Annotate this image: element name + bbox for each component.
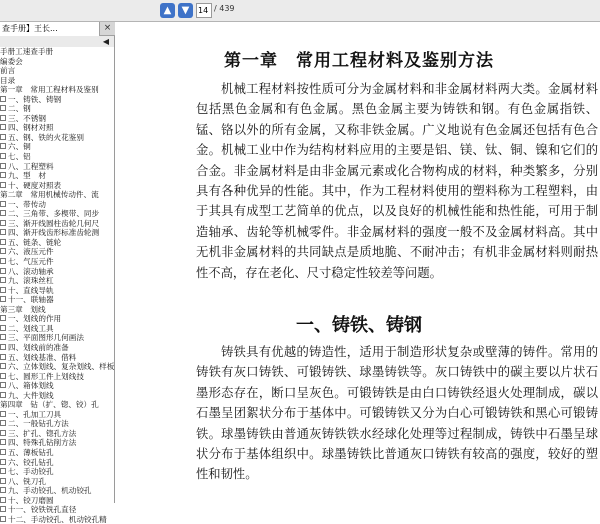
bookmark-page-icon (0, 478, 6, 484)
bookmark-page-icon (0, 296, 6, 302)
bookmark-label: 一、带传动 (8, 199, 46, 209)
bookmark-item[interactable] (0, 295, 114, 305)
bookmark-item[interactable] (0, 458, 114, 468)
bookmark-item[interactable] (0, 104, 114, 114)
bookmark-label: 九、大件划线 (8, 390, 54, 400)
bookmark-label: 十、直线导轨 (8, 285, 54, 295)
bookmark-page-icon (0, 153, 6, 159)
bookmark-item[interactable] (0, 505, 114, 515)
bookmark-label: 七、手动铰孔 (8, 467, 54, 477)
bookmark-label: 八、滚动轴承 (8, 266, 54, 276)
bookmark-label: 第四章 钻（扩、锪、铰）孔 (0, 400, 99, 410)
bookmark-label: 六、液压元件 (8, 247, 54, 257)
arrow-up-icon: ▲ (163, 5, 172, 16)
bookmark-item[interactable] (0, 57, 114, 67)
bookmark-label: 十一、铰铁铣孔直径 (8, 505, 77, 515)
bookmark-label: 八、铣刀孔 (8, 476, 46, 486)
bookmark-label: 第三章 划线 (0, 304, 46, 314)
bookmark-page-icon (0, 277, 6, 283)
bookmark-item[interactable] (0, 438, 114, 448)
bookmark-item[interactable] (0, 410, 114, 420)
bookmark-page-icon (0, 439, 6, 445)
bookmark-tab[interactable]: 查手册】王长... (0, 22, 100, 36)
bookmark-item[interactable] (0, 486, 114, 496)
bookmark-item[interactable] (0, 276, 114, 286)
bookmark-item[interactable] (0, 181, 114, 191)
bookmark-item[interactable] (0, 286, 114, 296)
bookmark-item[interactable] (0, 333, 114, 343)
bookmark-page-icon (0, 172, 6, 178)
bookmark-page-icon (0, 201, 6, 207)
bookmark-item[interactable] (0, 515, 114, 524)
bookmark-page-icon (0, 258, 6, 264)
bookmark-label: 三、不锈钢 (8, 113, 46, 123)
bookmark-label: 五、薄板钻孔 (8, 447, 54, 457)
bookmark-label: 五、钢、铁的火花鉴别 (8, 132, 84, 142)
bookmark-label: 六、铰孔钻孔 (8, 457, 54, 467)
bookmark-label: 十、硬度对照表 (8, 180, 62, 190)
bookmark-page-icon (0, 392, 6, 398)
bookmark-item[interactable] (0, 448, 114, 458)
bookmark-item[interactable] (0, 123, 114, 133)
bookmark-label: 十一、联轴器 (8, 295, 54, 305)
bookmark-label: 一、划线的作用 (8, 314, 62, 324)
bookmark-label: 二、钢 (8, 104, 31, 114)
bookmark-page-icon (0, 115, 6, 121)
bookmark-page-icon (0, 220, 6, 226)
bookmark-label: 六、铜 (8, 142, 31, 152)
bookmark-label: 七、圆形工件上划线技 (8, 371, 84, 381)
bookmark-label: 七、铝 (8, 152, 31, 162)
bookmark-label: 八、工程塑料 (8, 161, 54, 171)
toolbar (0, 0, 600, 22)
bookmark-label: 三、扩孔、锪孔方法 (8, 428, 77, 438)
bookmark-item[interactable] (0, 171, 114, 181)
collapse-left-icon[interactable]: ◀ (102, 37, 109, 46)
bookmark-page-icon (0, 134, 6, 140)
bookmark-item[interactable] (0, 228, 114, 238)
bookmark-label: 九、滚珠丝杠 (8, 276, 54, 286)
page-number-input[interactable]: 14 (196, 3, 212, 18)
document-page (118, 36, 600, 503)
bookmark-item[interactable] (0, 362, 114, 372)
bookmark-item[interactable] (0, 400, 114, 410)
bookmark-item[interactable] (0, 66, 114, 76)
bookmark-item[interactable] (0, 219, 114, 229)
bookmark-label: 第一章 常用工程材料及鉴别 (0, 85, 99, 95)
bookmark-item[interactable] (0, 247, 114, 257)
bookmark-label: 一、孔加工刀具 (8, 409, 62, 419)
bookmark-label: 三、平面图形几何画法 (8, 333, 84, 343)
bookmark-sidebar (0, 36, 115, 524)
bookmark-page-icon (0, 430, 6, 436)
bookmark-page-icon (0, 325, 6, 331)
chapter-title: 第一章 常用工程材料及鉴别方法 (224, 51, 494, 71)
bookmark-item[interactable] (0, 95, 114, 105)
bookmark-label: 一、铸铁、铸钢 (8, 94, 62, 104)
bookmark-item[interactable] (0, 209, 114, 219)
bookmark-label: 第二章 常用机械传动件、流 (0, 190, 99, 200)
bookmark-page-icon (0, 210, 6, 216)
bookmark-item[interactable] (0, 419, 114, 429)
bookmark-label: 五、划线基准、借料 (8, 352, 77, 362)
bookmark-label: 手册工速查手册 (0, 47, 54, 56)
bookmark-item[interactable] (0, 429, 114, 439)
bookmark-label: 编委会 (0, 56, 23, 66)
bookmark-page-icon (0, 124, 6, 130)
arrow-down-icon: ▼ (181, 5, 190, 16)
bookmark-page-icon (0, 497, 6, 503)
bookmark-page-icon (0, 248, 6, 254)
bookmark-label: 四、钢材对照 (8, 123, 54, 133)
bookmark-item[interactable] (0, 305, 114, 315)
bookmark-label: 三、渐开线圆柱齿轮几何尺 (8, 218, 100, 228)
bookmark-item[interactable] (0, 353, 114, 363)
bookmark-label: 十二、手动铰孔、机动铰孔精 (8, 514, 107, 524)
bookmark-page-icon (0, 459, 6, 465)
bookmark-item[interactable] (0, 85, 114, 95)
bookmark-label: 九、手动铰孔、机动铰孔 (8, 486, 92, 496)
bookmark-item[interactable] (0, 76, 114, 86)
bookmark-label: 九、型 材 (8, 171, 46, 181)
bookmark-item[interactable] (0, 47, 114, 57)
bookmark-tab-bar (0, 22, 115, 36)
bookmark-label: 二、三角带、多楔带、同步 (8, 209, 100, 219)
bookmark-page-icon (0, 182, 6, 188)
bookmark-item[interactable] (0, 162, 114, 172)
section-title: 一、铸铁、铸钢 (296, 315, 422, 336)
bookmark-item[interactable] (0, 343, 114, 353)
bookmark-page-icon (0, 382, 6, 388)
bookmark-item[interactable] (0, 190, 114, 200)
bookmark-label: 六、立体划线、复杂划线、样板 (8, 362, 115, 372)
bookmark-tree (0, 47, 115, 524)
bookmark-page-icon (0, 163, 6, 169)
close-icon[interactable]: × (103, 23, 112, 33)
bookmark-item[interactable] (0, 381, 114, 391)
bookmark-item[interactable] (0, 314, 114, 324)
bookmark-page-icon (0, 487, 6, 493)
bookmark-item[interactable] (0, 152, 114, 162)
page-total-label: / 439 (214, 4, 235, 13)
bookmark-item[interactable] (0, 496, 114, 506)
bookmark-item[interactable] (0, 324, 114, 334)
body-paragraph: 铸铁具有优越的铸造性，适用于制造形状复杂或壁薄的铸件。常用的铸铁有灰口铸铁、可锻铸铁、球墨铸铁等。灰口铸铁中的碳主要以片状石墨形态存在，断口呈灰色。可锻铸铁是由白口铸铁经退火处理制成，碳以石墨呈团絮状分布于基体中。可锻铸铁又分为白心可锻铸铁和黑心可锻铸铁。球墨铸铁由普通灰铸铁铁水经球化处理等过程制成，铸铁中石墨呈球状分布于基体组织中。球墨铸铁比普通灰口铸铁有较高的强度，较好的塑性和韧性。 (196, 345, 598, 482)
bookmark-item[interactable] (0, 267, 114, 277)
previous-page-button[interactable] (160, 3, 175, 18)
bookmark-page-icon (0, 363, 6, 369)
bookmark-page-icon (0, 239, 6, 245)
bookmark-label: 四、特殊孔钻削方法 (8, 438, 77, 448)
bookmark-label: 五、链条、链轮 (8, 237, 62, 247)
bookmark-label: 二、划线工具 (8, 323, 54, 333)
bookmark-label: 目录 (0, 75, 16, 85)
bookmark-item[interactable] (0, 391, 114, 401)
bookmark-label: 十、铰刀磨圆 (8, 495, 54, 505)
bookmark-item[interactable] (0, 257, 114, 267)
bookmark-page-icon (0, 268, 6, 274)
bookmark-item[interactable] (0, 372, 114, 382)
bookmark-page-icon (0, 143, 6, 149)
bookmark-label: 前言 (0, 66, 16, 76)
body-paragraph: 机械工程材料按性质可分为金属材料和非金属材料两大类。金属材料包括黑色金属和有色金属。黑色金属主要为铸铁和钢。有色金属指铁、锰、铬以外的所有金属，又称非铁金属。广义地说有色金属还包括有色合金。机械工业中作为结构材料应用的主要是铝、镁、钛、铜、镍和它们的合金。非金属材料是由非金属元素或化合物构成的材料，种类繁多，分别具有各种优异的性能。其中，作为工程材料使用的塑料称为工程塑料，由于其具有成型工艺简单的优点，以及良好的机械性能和热性能，可用于制造轴承、齿轮等机械零件。非金属材料的强度一般不及金属材料高。其中无机非金属材料的共同缺点是质地脆、不耐冲击；有机非金属材料则耐热性不高，存在老化、尺寸稳定性较差等问题。 (196, 82, 598, 280)
bookmark-page-icon (0, 229, 6, 235)
bookmark-label: 七、气压元件 (8, 257, 54, 267)
bookmark-item[interactable] (0, 467, 114, 477)
bookmark-label: 二、一般钻孔方法 (8, 419, 69, 429)
bookmark-page-icon (0, 96, 6, 102)
bookmark-page-icon (0, 354, 6, 360)
sidebar-header (0, 36, 114, 47)
bookmark-page-icon (0, 506, 6, 512)
bookmark-page-icon (0, 411, 6, 417)
bookmark-page-icon (0, 344, 6, 350)
bookmark-page-icon (0, 287, 6, 293)
bookmark-item[interactable] (0, 200, 114, 210)
bookmark-label: 四、划线前的准备 (8, 342, 69, 352)
bookmark-page-icon (0, 105, 6, 111)
bookmark-item[interactable] (0, 477, 114, 487)
bookmark-page-icon (0, 373, 6, 379)
bookmark-page-icon (0, 315, 6, 321)
bookmark-page-icon (0, 334, 6, 340)
bookmark-page-icon (0, 468, 6, 474)
bookmark-page-icon (0, 516, 6, 522)
bookmark-page-icon (0, 420, 6, 426)
bookmark-page-icon (0, 449, 6, 455)
next-page-button[interactable] (178, 3, 193, 18)
bookmark-label: 四、渐开线齿形标准齿轮测 (8, 228, 100, 238)
bookmark-label: 八、箱体划线 (8, 381, 54, 391)
bookmark-item[interactable] (0, 114, 114, 124)
bookmark-item[interactable] (0, 142, 114, 152)
